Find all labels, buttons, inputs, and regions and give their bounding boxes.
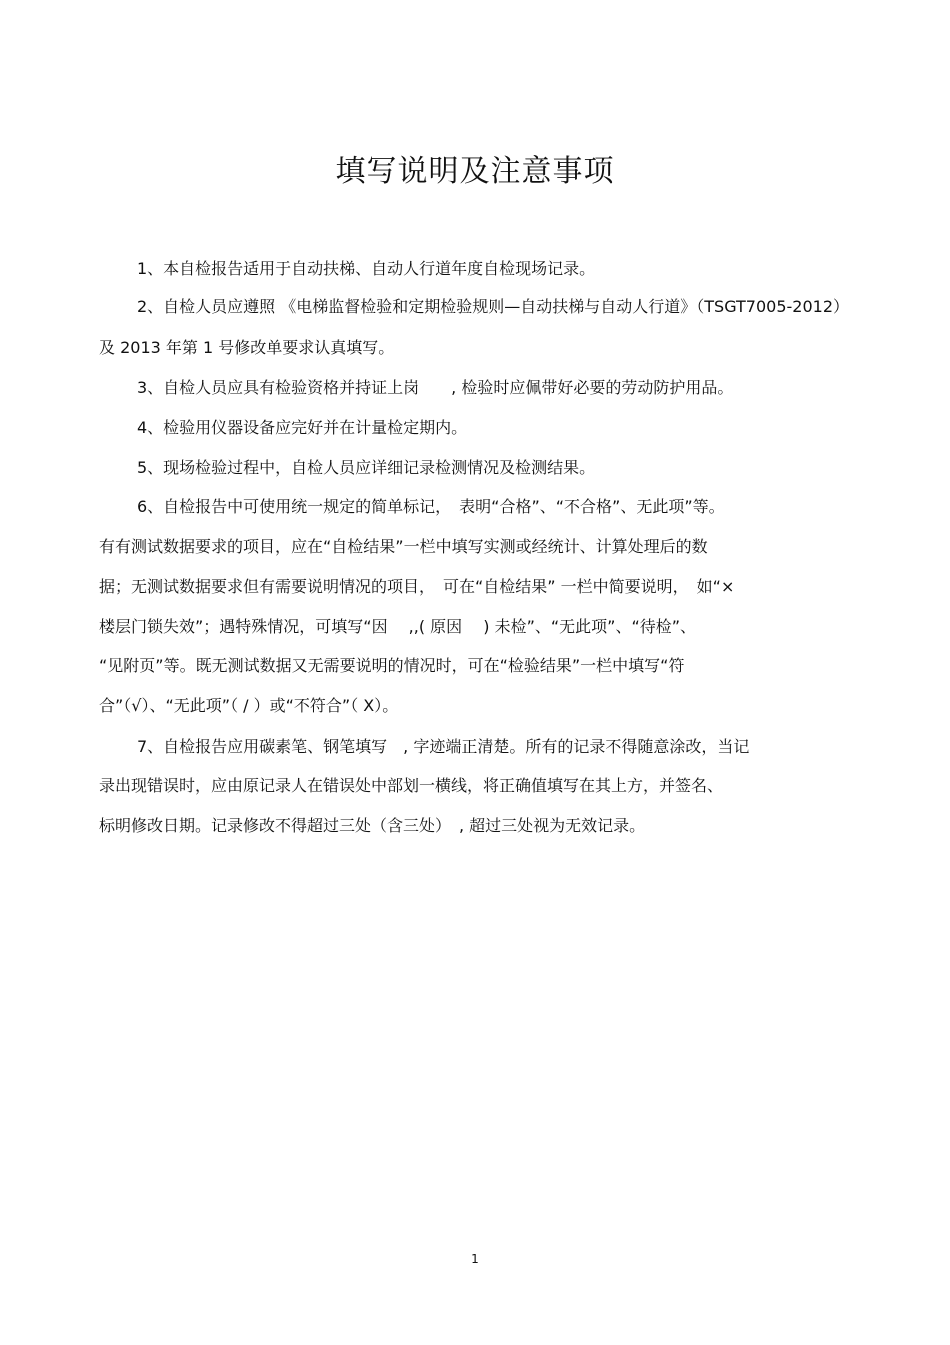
item-2-line-2: 及 2013 年第 1 号修改单要求认真填写。 xyxy=(99,338,395,357)
item-6-line-5: “见附页”等。既无测试数据又无需要说明的情况时，可在“检验结果”一栏中填写“符 xyxy=(99,656,685,675)
page-title: 填写说明及注意事项 xyxy=(335,154,615,189)
item-1-line-1: 1、本自检报告适用于自动扶梯、自动人行道年度自检现场记录。 xyxy=(137,259,596,278)
item-5-line-1: 5、现场检验过程中，自检人员应详细记录检测情况及检测结果。 xyxy=(137,458,596,477)
item-6-line-4: 楼层门锁失效”；遇特殊情况，可填写“因 ,,( 原因 ) 未检”、“无此项”、“待检”、 xyxy=(99,617,697,636)
item-7-line-3: 标明修改日期。记录修改不得超过三处（含三处） , 超过三处视为无效记录。 xyxy=(99,816,646,835)
item-3-line-1: 3、自检人员应具有检验资格并持证上岗 , 检验时应佩带好必要的劳动防护用品。 xyxy=(137,378,734,397)
item-4-line-1: 4、检验用仪器设备应完好并在计量检定期内。 xyxy=(137,418,468,437)
item-2-line-1: 2、自检人员应遵照 《电梯监督检验和定期检验规则—自动扶梯与自动人行道》（TSGT7005-2012） xyxy=(137,297,850,316)
item-6-line-1: 6、自检报告中可使用统一规定的简单标记， 表明“合格”、“不合格”、无此项”等。 xyxy=(137,497,725,516)
page-number: 1 xyxy=(471,1252,479,1266)
item-6-line-2: 有有测试数据要求的项目，应在“自检结果”一栏中填写实测或经统计、计算处理后的数 xyxy=(99,537,708,556)
item-6-line-3: 据；无测试数据要求但有需要说明情况的项目， 可在“自检结果” 一栏中简要说明， 如“× xyxy=(99,577,735,596)
item-7-line-1: 7、自检报告应用碳素笔、钢笔填写 , 字迹端正清楚。所有的记录不得随意涂改，当记 xyxy=(137,737,750,756)
item-7-line-2: 录出现错误时，应由原记录人在错误处中部划一横线，将正确值填写在其上方，并签名、 xyxy=(99,776,724,795)
item-6-line-6: 合”（√）、“无此项”（ / ）或“不符合”（ X）。 xyxy=(99,696,399,715)
